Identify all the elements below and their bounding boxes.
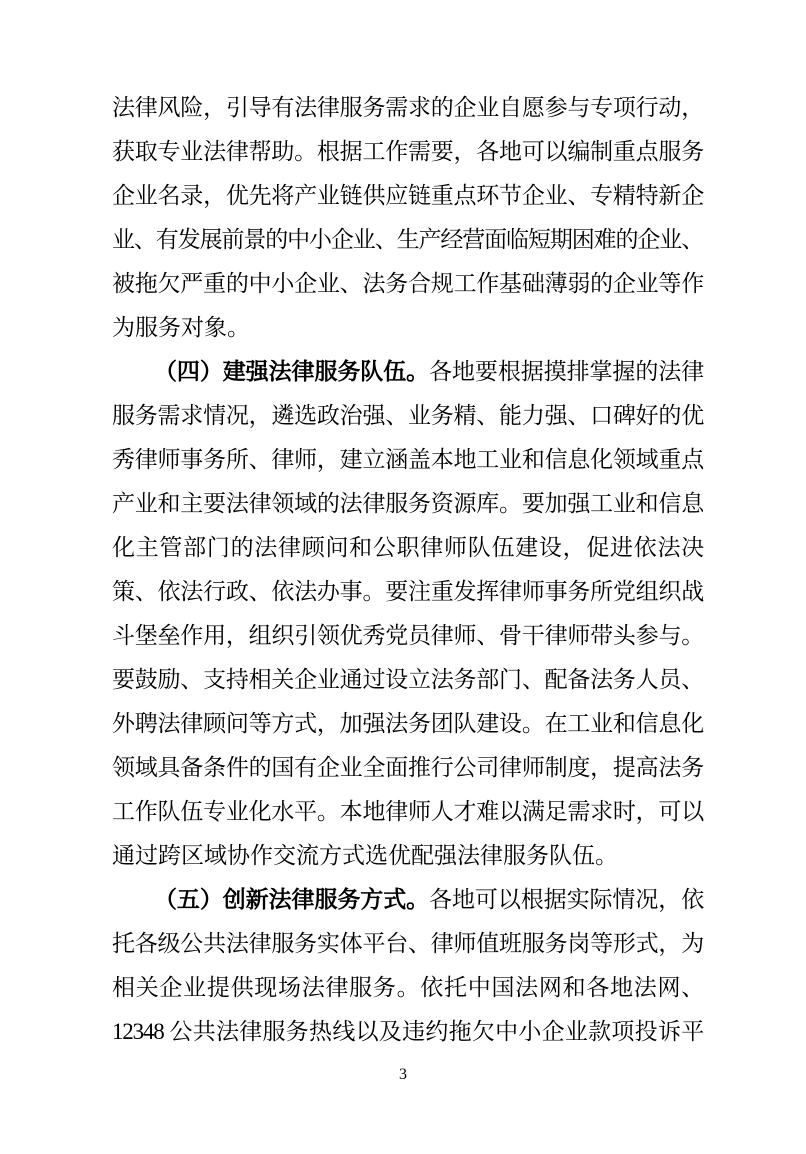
text-line [112, 878, 703, 922]
body-text: 各地要根据摸排掌握的法律 [429, 359, 703, 384]
text-line [112, 746, 703, 790]
body-text: 产业和主要法律领域的法律服务资源库。要加强工业和信息 [112, 491, 703, 516]
body-text: 托各级公共法律服务实体平台、律师值班服务岗等形式，为 [112, 931, 703, 956]
text-line [112, 790, 703, 834]
body-text: 工作队伍专业化水平。本地律师人才难以满足需求时，可以 [112, 799, 703, 824]
text-line [112, 1010, 703, 1054]
text-line [112, 306, 703, 350]
body-text: 策、依法行政、依法办事。要注重发挥律师事务所党组织战 [112, 579, 703, 604]
text-line [112, 130, 703, 174]
body-text: 通过跨区域协作交流方式选优配强法律服务队伍。 [112, 843, 618, 868]
body-text: 服务需求情况，遴选政治强、业务精、能力强、口碑好的优 [112, 403, 703, 428]
body-text: 业、有发展前景的中小企业、生产经营面临短期困难的企业、 [112, 227, 703, 252]
text-line [112, 966, 703, 1010]
text-line [112, 262, 703, 306]
body-text: 要鼓励、支持相关企业通过设立法务部门、配备法务人员、 [112, 667, 703, 692]
body-text: 企业名录，优先将产业链供应链重点环节企业、专精特新企 [112, 183, 703, 208]
text-line [112, 614, 703, 658]
body-text: 获取专业法律帮助。根据工作需要，各地可以编制重点服务 [112, 139, 703, 164]
body-text: 各地可以根据实际情况，依 [429, 887, 703, 912]
text-line [112, 658, 703, 702]
body-text: 外聘法律顾问等方式，加强法务团队建设。在工业和信息化 [112, 711, 703, 736]
text-line [112, 526, 703, 570]
body-text: 为服务对象。 [112, 315, 250, 340]
body-text: 秀律师事务所、律师，建立涵盖本地工业和信息化领域重点 [112, 447, 703, 472]
text-line [112, 86, 703, 130]
body-text: 法律风险，引导有法律服务需求的企业自愿参与专项行动， [112, 95, 703, 120]
body-text: 被拖欠严重的中小企业、法务合规工作基础薄弱的企业等作 [112, 271, 703, 296]
section-heading: （四）建强法律服务队伍。 [154, 359, 430, 384]
body-text: 化主管部门的法律顾问和公职律师队伍建设，促进依法决 [112, 535, 703, 560]
text-line [112, 570, 703, 614]
body-text: 领域具备条件的国有企业全面推行公司律师制度，提高法务 [112, 755, 703, 780]
text-block [112, 86, 703, 1054]
text-line [112, 438, 703, 482]
text-line [112, 394, 703, 438]
body-text: 12348 公共法律服务热线以及违约拖欠中小企业款项投诉平 [112, 1019, 703, 1044]
body-text: 斗堡垒作用，组织引领优秀党员律师、骨干律师带头参与。 [112, 623, 703, 648]
page-number: 3 [399, 1066, 407, 1083]
section-heading: （五）创新法律服务方式。 [154, 887, 430, 912]
text-line [112, 482, 703, 526]
body-text: 相关企业提供现场法律服务。依托中国法网和各地法网、 [112, 975, 703, 1000]
text-line [112, 350, 703, 394]
text-line [112, 174, 703, 218]
text-line [112, 834, 703, 878]
text-line [112, 702, 703, 746]
text-line [112, 218, 703, 262]
text-line [112, 922, 703, 966]
